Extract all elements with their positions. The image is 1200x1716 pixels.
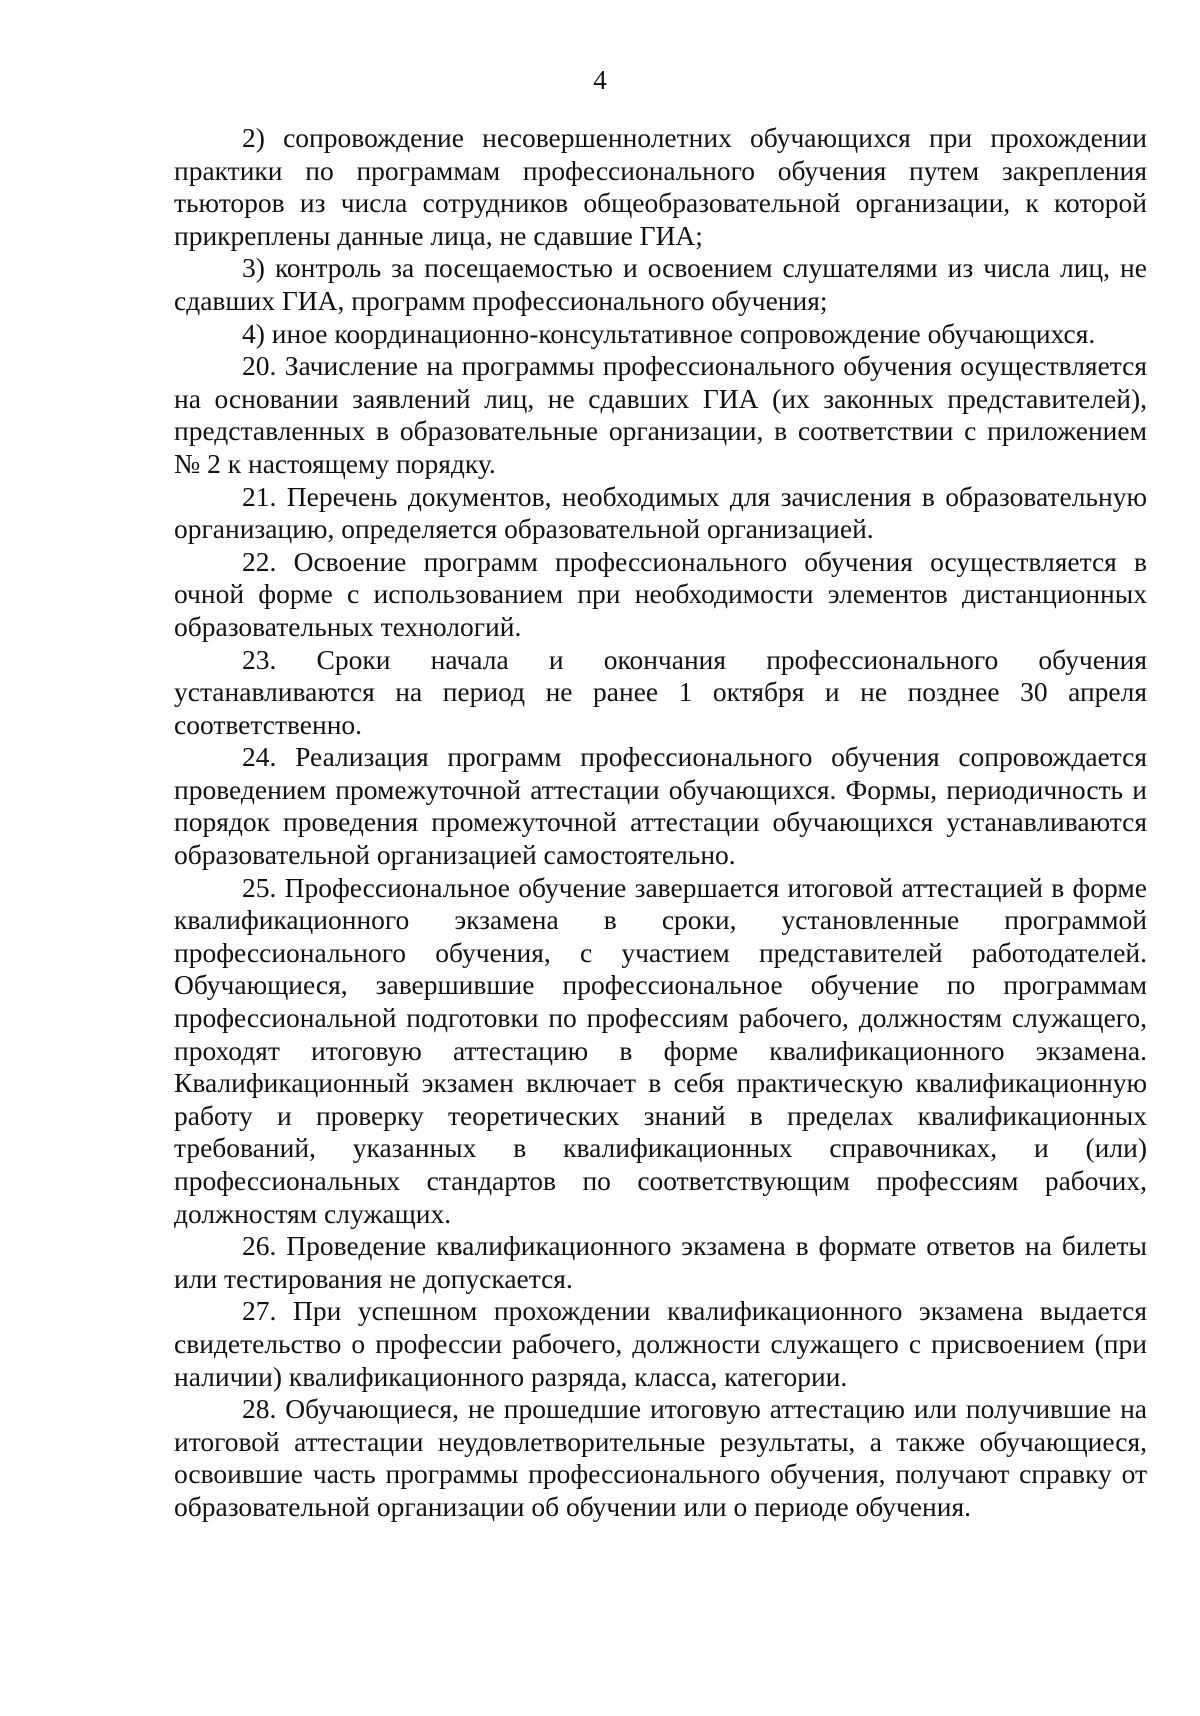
- paragraph-23: 23. Сроки начала и окончания профессионального обучения устанавливаются на период не ранее 1 октября и не позднее 30 апреля соответственно.: [174, 643, 1147, 740]
- paragraph-20: 20. Зачисление на программы профессионального обучения осуществляется на основании заявлений лиц, не сдавших ГИА (их законных представителей), представленных в образовательные организации, в соответствии с приложением № 2 к настоящему порядку.: [174, 350, 1147, 479]
- paragraph-28: 28. Обучающиеся, не прошедшие итоговую аттестацию или получившие на итоговой аттестации неудовлетворительные результаты, а также обучающиеся, освоившие часть программы профессионального обучения, получают справку от образовательной организации об обучении или о периоде обучения.: [174, 1393, 1147, 1522]
- paragraph-24: 24. Реализация программ профессионального обучения сопровождается проведением промежуточной аттестации обучающихся. Формы, периодичность и порядок проведения промежуточной аттестации обучающихся устанавливаются образовательной организацией самостоятельно.: [174, 741, 1147, 871]
- page-number: 4: [593, 65, 607, 95]
- paragraph-item-2: 2) сопровождение несовершеннолетних обучающихся при прохождении практики по программам профессионального обучения путем закрепления тьюторов из числа сотрудников общеобразовательной организации, к которой прикреплены данные лица, не сдавшие ГИА;: [174, 122, 1147, 251]
- paragraph-26: 26. Проведение квалификационного экзамена в формате ответов на билеты или тестирования не допускается.: [174, 1230, 1147, 1294]
- paragraph-25: 25. Профессиональное обучение завершается итоговой аттестацией в форме квалификационного экзамена в сроки, установленные программой профессионального обучения, с участием представителей работодателей. Обучающиеся, завершившие профессиональное обучение по программам профессиональной подготовки по профессиям рабочего, должностям служащего, проходят итоговую аттестацию в форме квалификационного экзамена. Квалификационный экзамен включает в себя практическую квалификационную работу и проверку теоретических знаний в пределах квалификационных требований, указанных в квалификационных справочниках, и (или) профессиональных стандартов по соответствующим профессиям рабочих, должностям служащих.: [174, 871, 1147, 1229]
- paragraph-27: 27. При успешном прохождении квалификационного экзамена выдается свидетельство о профессии рабочего, должности служащего с присвоением (при наличии) квалификационного разряда, класса, категории.: [174, 1295, 1147, 1392]
- paragraph-item-4: 4) иное координационно-консультативное сопровождение обучающихся.: [242, 317, 1096, 349]
- paragraph-21: 21. Перечень документов, необходимых для зачисления в образовательную организацию, определяется образовательной организацией.: [174, 480, 1147, 545]
- paragraph-item-3: 3) контроль за посещаемостью и освоением слушателями из числа лиц, не сдавших ГИА, программ профессионального обучения;: [174, 252, 1147, 316]
- document-body: [174, 122, 1147, 1524]
- paragraph-22: 22. Освоение программ профессионального обучения осуществляется в очной форме с использованием при необходимости элементов дистанционных образовательных технологий.: [174, 545, 1147, 642]
